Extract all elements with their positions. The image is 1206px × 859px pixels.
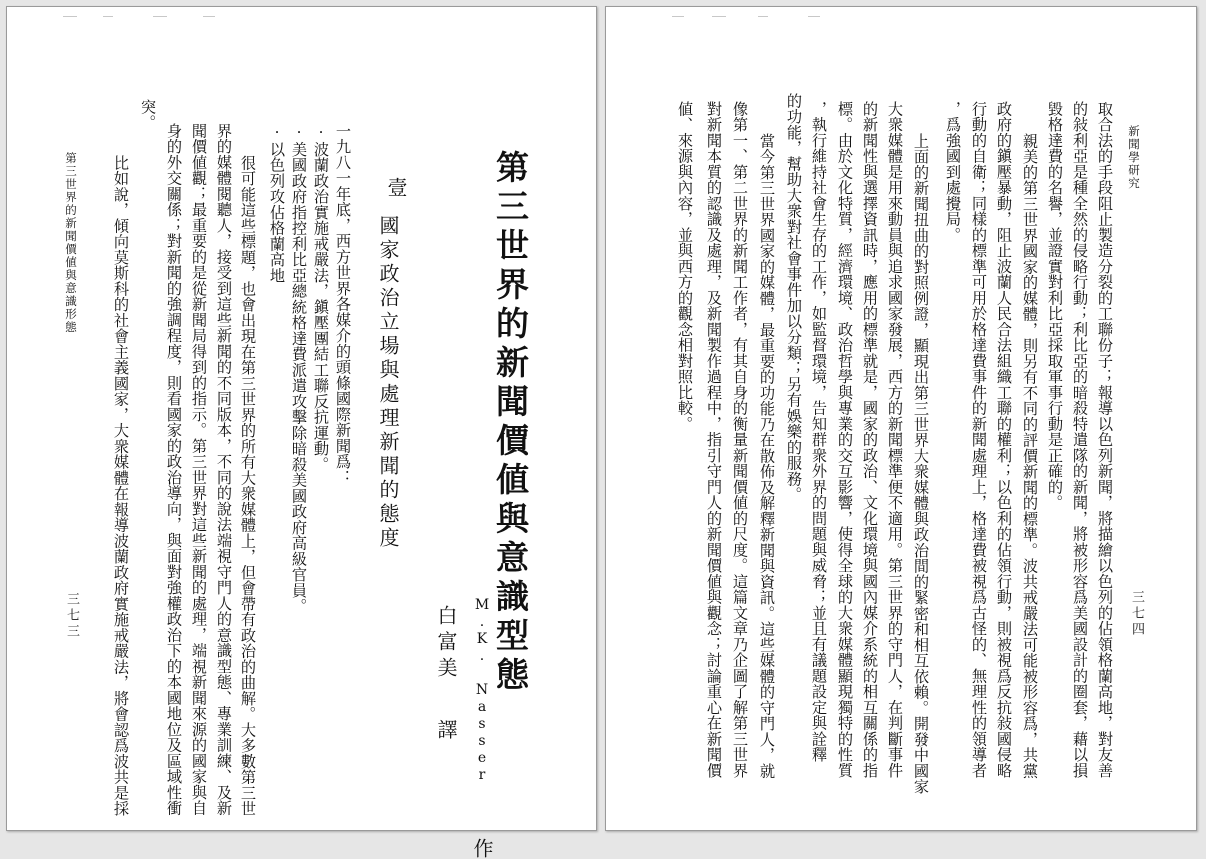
scan-mark <box>808 16 820 17</box>
scan-mark <box>672 16 684 17</box>
section-number: 壹 <box>384 177 408 197</box>
text-column: ·美國政府指控利比亞總統格達費派遣攻擊除暗殺美國政府高級官員。 <box>290 123 308 615</box>
scan-mark <box>153 16 167 17</box>
text-column: 毀格達費的名譽，並證實對利比亞採取軍事行動是正確的。 <box>1046 101 1064 511</box>
translator-suffix: 譯 <box>434 719 458 745</box>
text-column: 標。由於文化特質，經濟環境、政治哲學與專業的交互影響，使得全球的大衆媒體顯現獨特的性質 <box>836 101 854 779</box>
text-column: 上面的新聞扭曲的對照例證，顯現出第三世界大衆媒體與政治間的緊密和相互依賴。開發中國家 <box>912 133 930 795</box>
text-column: 對新聞本質的認識及處理，及新聞製作過程中，指引守門人的新聞價値與觀念；討論重心在新聞價 <box>705 101 723 779</box>
text-column: 一九八一年底，西方世界各媒介的頭條國際新聞爲： <box>334 123 352 486</box>
text-column: 界的媒體閱聽人，接受到這些新聞的不同版本，不同的說法端視守門人的意識型態、專業訓練、及新 <box>215 123 233 816</box>
scan-mark <box>203 16 215 17</box>
text-column: ·以色列攻佔格蘭高地 <box>268 123 286 284</box>
section-title: 國家政治立場與處理新聞的態度 <box>376 215 400 551</box>
author-credit <box>470 597 497 859</box>
text-column: 取合法的手段阻止製造分裂的工聯份子；報導以色列新聞，將描繪以色列的佔領格蘭高地，對友善 <box>1096 101 1114 779</box>
text-column: 的新聞性與選擇資訊時，應用的標準就是，國家的政治、文化環境與國內媒介系統的相互關係的指 <box>861 101 879 779</box>
scan-mark <box>758 16 768 17</box>
page-373 <box>6 6 597 859</box>
translator-credit <box>431 605 461 745</box>
text-column: ·波蘭政治實施戒嚴法，鎭壓團結工聯反抗運動。 <box>312 123 330 473</box>
text-column: ，執行維持社會生存的工作，如監督環境，告知群衆外界的問題與威脅；並且有議題設定與詮釋 <box>810 101 828 763</box>
text-column: 比如說，傾向莫斯科的社會主義國家，大衆媒體在報導波蘭政府實施戒嚴法，將會認爲波共是採 <box>112 155 130 817</box>
running-title: 第三世界的新聞價値與意識形態 <box>64 152 78 334</box>
scan-mark <box>712 16 726 17</box>
page-number: 三七三 <box>64 592 79 640</box>
text-column: 像第一、第二世界的新聞工作者，有其自身的衡量新聞價値的尺度。這篇文章乃企圖了解第三世界 <box>731 101 749 779</box>
author-suffix: 作 <box>470 838 494 859</box>
page-374 <box>605 6 1197 831</box>
text-column: 大衆媒體是用來動員與追求國家發展，西方的新聞標準便不適用。第三世界的守門人，在判斷事件 <box>886 101 904 779</box>
text-column: 政府的鎭壓暴動，阻止波蘭人民合法組織工聯的權利；以色利的佔領行動，則被視爲反抗敍國侵略 <box>995 101 1013 779</box>
page-number: 三七四 <box>1129 590 1144 638</box>
translator-name: 白富美 <box>434 605 458 683</box>
text-column: 親美的第三世界國家的媒體，則另有不同的評價新聞的標準。波共戒嚴法可能被形容爲，共黨 <box>1021 133 1039 779</box>
text-column: 聞價値觀；最重要的是從新聞局得到的指示。第三世界對這些新聞的處理，端視新聞來源的國家與自 <box>190 123 208 816</box>
text-column: 的功能，幫助大衆對社會事件加以分類；另有娛樂的服務。 <box>785 93 803 503</box>
scan-mark <box>63 16 77 17</box>
text-column: 身的外交關係；對新聞的強調程度，則看國家的政治導向，與面對強權政治下的本國地位及區域性衝 <box>165 123 183 816</box>
scan-mark <box>103 16 113 17</box>
text-column: 當今第三世界國家的媒體，最重要的功能乃在散佈及解釋新聞與資訊。這些媒體的守門人，就 <box>758 133 776 779</box>
text-column: 値、來源與內容，並與西方的觀念相對照比較。 <box>676 101 694 432</box>
text-column: 行動的自衛；同樣的標準可用於格達費事件的新聞處理上，格達費被視爲古怪的、無理性的領導者 <box>970 101 988 779</box>
text-column: 的敍利亞是種全然的侵略行動；利比亞的暗殺特遣隊的新聞，將被形容爲美國設計的圈套，藉以損 <box>1071 101 1089 779</box>
running-header: 新聞學研究 <box>1127 125 1141 190</box>
text-column: ，爲強國到處攪局。 <box>944 101 962 243</box>
text-column: 很可能這些標題，也會出現在第三世界的所有大衆媒體上，但會帶有政治的曲解。大多數第三世 <box>239 155 257 817</box>
article-title: 第三世界的新聞價値與意識型態 <box>491 150 530 696</box>
author-name: M.K. Nasser <box>474 597 490 784</box>
text-column: 突。 <box>139 99 157 131</box>
